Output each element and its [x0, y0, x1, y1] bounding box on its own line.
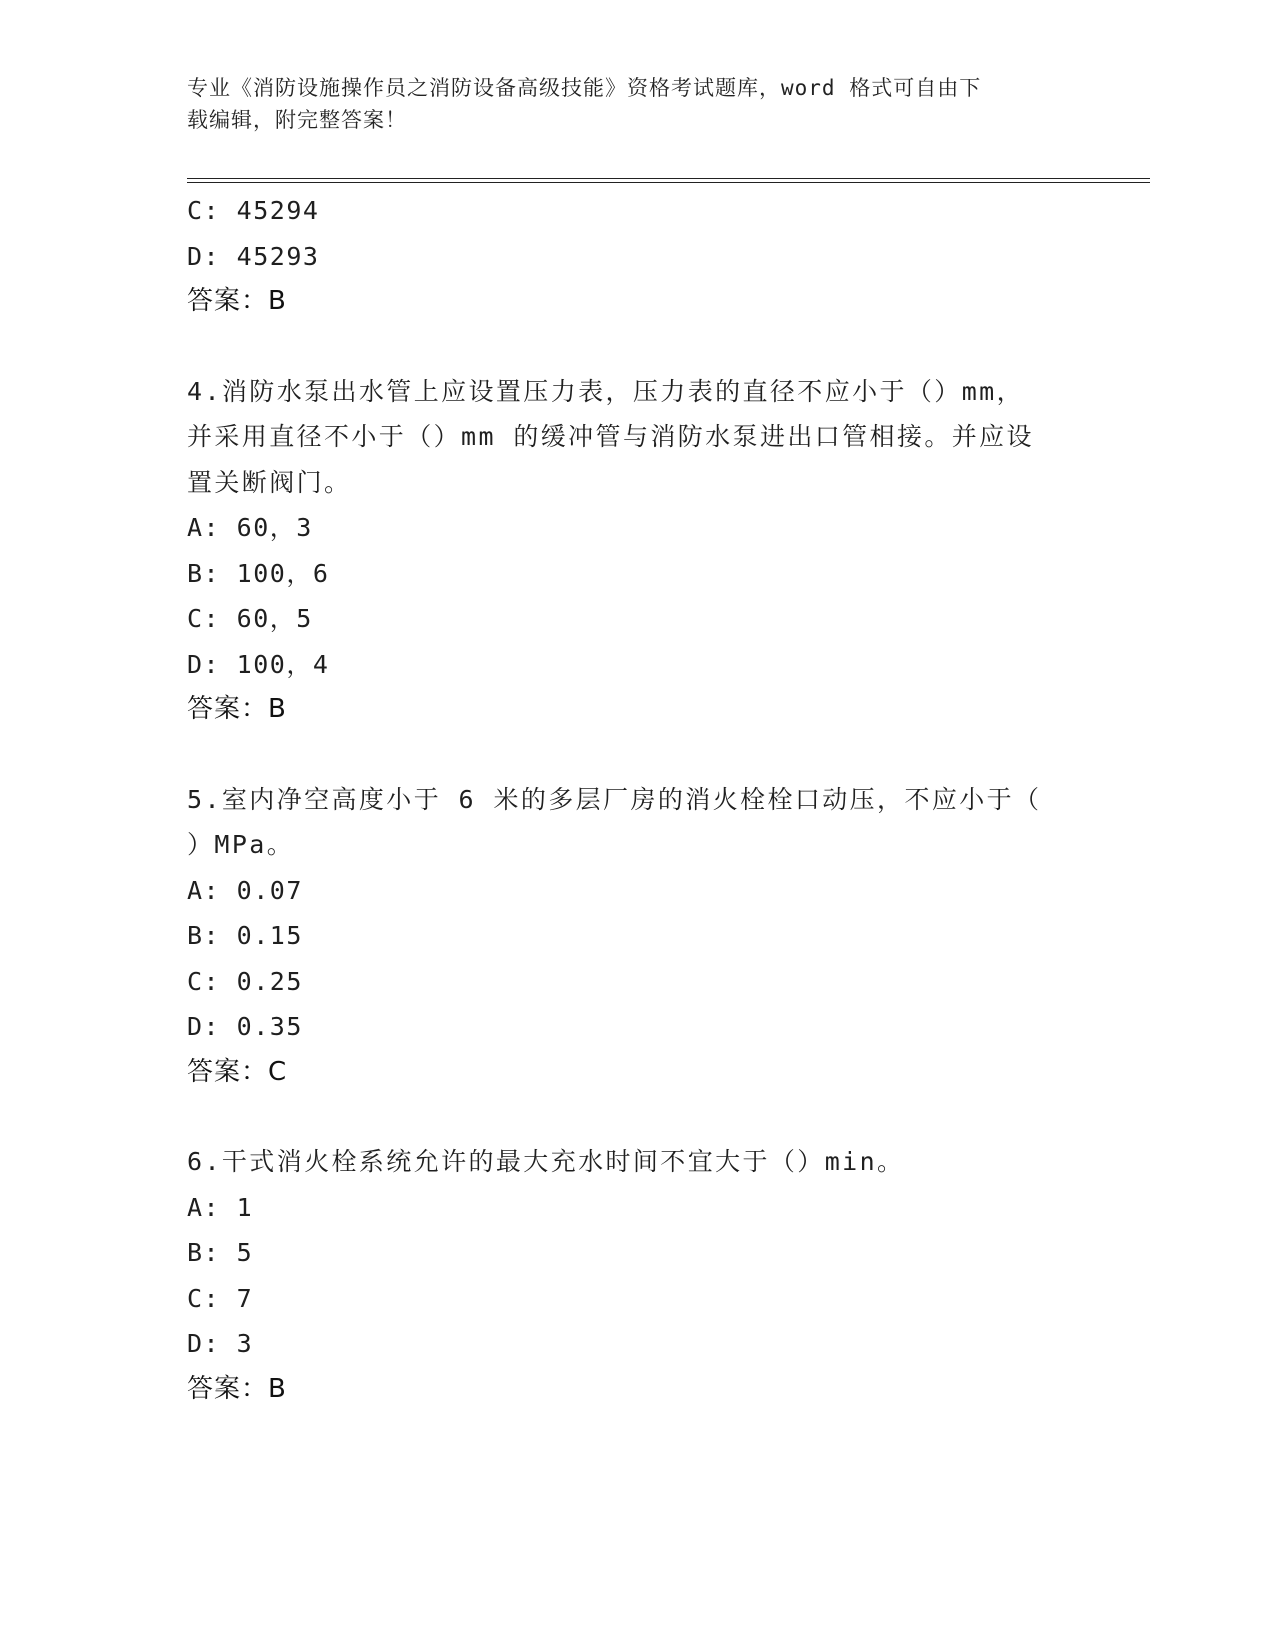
- option-text: 0.07: [236, 875, 303, 905]
- answer-line: 答案：C: [187, 1056, 288, 1087]
- option-d: [187, 1004, 1067, 1050]
- option-c: [187, 1276, 1067, 1322]
- option-d: [187, 1321, 1067, 1367]
- answer-line: 答案：B: [187, 1373, 287, 1404]
- question-text: [187, 369, 1067, 506]
- option-label: A:: [187, 875, 221, 905]
- question-list: [187, 188, 1067, 1412]
- option-a: [187, 505, 1067, 551]
- question-block-6: [187, 1139, 1067, 1412]
- question-text-line: 5.室内净空高度小于 6 米的多层厂房的消火栓栓口动压，不应小于（: [187, 784, 1042, 814]
- question-text-line: 4.消防水泵出水管上应设置压力表，压力表的直径不应小于（）mm，: [187, 376, 1025, 406]
- option-c: [187, 188, 1067, 234]
- option-label: B:: [187, 1238, 221, 1267]
- option-text: 1: [236, 1192, 254, 1222]
- question-block-3: [187, 188, 1067, 325]
- question-text-line: 置关断阀门。: [187, 467, 352, 497]
- question-text-line: 6.干式消火栓系统允许的最大充水时间不宜大于（）min。: [187, 1147, 905, 1176]
- option-a: [187, 1185, 1067, 1231]
- option-label: D:: [187, 649, 221, 679]
- option-text: 0.15: [236, 921, 303, 950]
- option-d: [187, 234, 1067, 280]
- option-text: 45294: [236, 196, 320, 225]
- option-text: 100，4: [236, 649, 330, 679]
- option-text: 7: [236, 1283, 254, 1313]
- option-label: C:: [187, 604, 221, 633]
- option-b: [187, 913, 1067, 959]
- option-text: 45293: [236, 241, 320, 271]
- option-text: 0.35: [236, 1012, 303, 1041]
- option-text: 5: [236, 1238, 254, 1267]
- question-text-line: ）MPa。: [187, 830, 295, 859]
- option-label: C:: [187, 1283, 221, 1313]
- header-line-2: 载编辑，附完整答案！: [187, 108, 407, 132]
- question-block-4: [187, 369, 1067, 733]
- header-divider-bottom: [187, 182, 1150, 183]
- question-text: [187, 1139, 1067, 1185]
- option-d: [187, 642, 1067, 688]
- option-text: 60，3: [236, 513, 313, 542]
- header-line-1: 专业《消防设施操作员之消防设备高级技能》资格考试题库，word 格式可自由下: [187, 76, 982, 100]
- option-label: B:: [187, 558, 221, 588]
- option-label: D:: [187, 241, 221, 271]
- option-b: [187, 1230, 1067, 1276]
- option-label: C:: [187, 966, 221, 996]
- option-label: A:: [187, 513, 221, 542]
- option-label: A:: [187, 1192, 221, 1222]
- option-label: D:: [187, 1329, 221, 1358]
- option-a: [187, 868, 1067, 914]
- question-block-5: [187, 777, 1067, 1096]
- option-label: C:: [187, 196, 221, 225]
- answer-line: 答案：B: [187, 286, 287, 316]
- spacer: [187, 733, 1067, 777]
- option-text: 60，5: [236, 604, 313, 633]
- option-text: 0.25: [236, 966, 303, 996]
- option-b: [187, 551, 1067, 597]
- option-c: [187, 959, 1067, 1005]
- option-c: [187, 596, 1067, 642]
- question-text-line: 并采用直径不小于（）mm 的缓冲管与消防水泵进出口管相接。并应设: [187, 422, 1034, 451]
- option-label: D:: [187, 1012, 221, 1041]
- answer-line: 答案：B: [187, 694, 287, 724]
- spacer: [187, 325, 1067, 369]
- option-label: B:: [187, 921, 221, 950]
- document-header: [187, 72, 1067, 136]
- option-text: 100，6: [236, 558, 330, 588]
- header-divider-top: [187, 178, 1150, 179]
- spacer: [187, 1095, 1067, 1139]
- question-text: [187, 777, 1067, 868]
- option-text: 3: [236, 1329, 254, 1358]
